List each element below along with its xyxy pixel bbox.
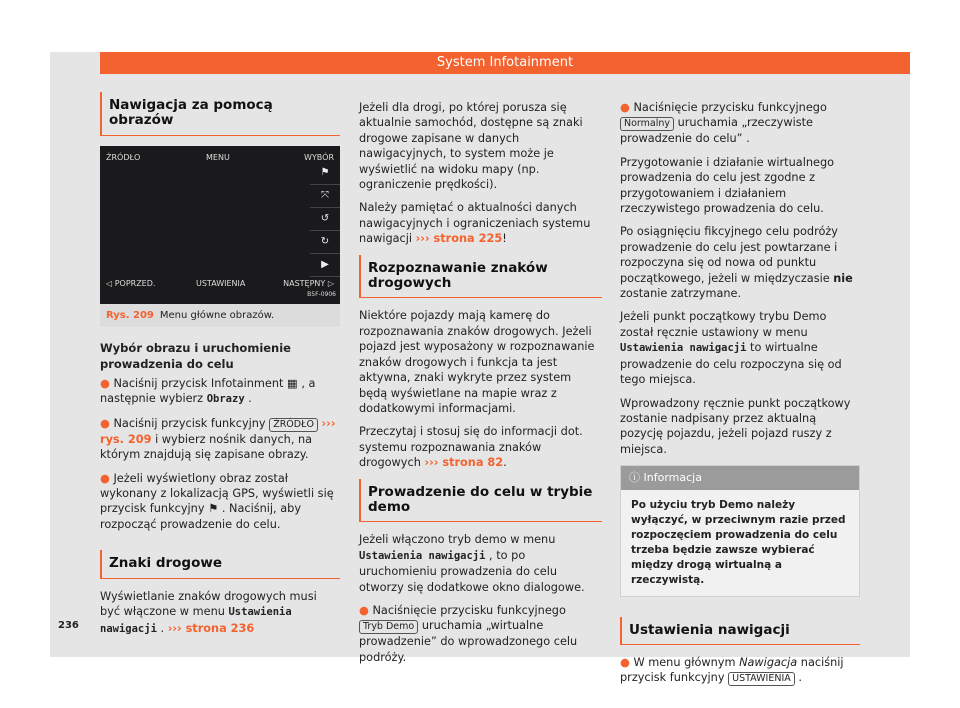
step-1: ● Naciśnij przycisk Infotainment ▦ , a następnie wybierz Obrazy . [100, 377, 316, 406]
column-3 [620, 100, 860, 694]
settings-button: USTAWIENIA [728, 672, 795, 686]
heading-image-navigation: Nawigacja za pomocą obrazów [100, 92, 340, 136]
heading-road-signs: Znaki drogowe [100, 550, 340, 578]
heading-nav-settings: Ustawienia nawigacji [620, 617, 860, 645]
heading-sign-recognition: Rozpoznawanie znaków drogowych [359, 255, 602, 299]
screen-select-label: WYBÓR [304, 152, 334, 162]
para-settings: ● W menu głównym Nawigacja naciśnij przycisk funkcyjny USTAWIENIA . [620, 655, 844, 685]
heading-demo-mode: Prowadzenie do celu w trybie demo [359, 479, 602, 523]
info-body: Po użyciu tryb Demo należy wyłączyć, w przeciwnym razie przed rozpoczęciem prowadzenia do celu trzeba będzie zawsze wybierać między drogą wirtualną a rzeczywistą. [631, 498, 846, 586]
screen-next-label: NASTĘPNY ▷ [283, 279, 334, 289]
column-1 [100, 92, 340, 645]
para-virtual-same: Przygotowanie i działanie wirtualnego prowadzenia do celu jest zgodne z przygotowaniem i działaniem rzeczywistego prowadzenia do celu. [620, 155, 835, 216]
info-box [620, 465, 860, 596]
subheading: Wybór obrazu i uruchomienie prowadzenia do celu [100, 341, 291, 371]
para-data-currency: Należy pamiętać o aktualności danych nawigacyjnych i ograniczeniach systemu nawigacji ››› strona 225! [359, 201, 591, 246]
screen-side-buttons [310, 162, 340, 288]
step-3: ● Jeżeli wyświetlony obraz został wykonany z lokalizacją GPS, wyświetli się przycisk funkcyjny ⚑ . Naciśnij, aby rozpocząć prowadzenie do celu. [100, 471, 334, 531]
play-icon: ▶ [310, 254, 340, 277]
rotate-right-icon: ↻ [310, 231, 340, 254]
para-repeat: Po osiągnięciu fikcyjnego celu podróży prowadzenie do celu jest powtarzane i rozpoczyna się od nowa od punktu początkowego, jeżeli w międzyczasie nie zostanie zatrzymane. [620, 225, 853, 301]
info-icon: ⓘ [629, 471, 640, 485]
demo-mode-button: Tryb Demo [359, 620, 418, 634]
column-2 [359, 100, 602, 673]
para-map-signs: Jeżeli dla drogi, po której porusza się aktualnie samochód, dostępne są znaki drogowe zapisane w danych nawigacyjnych, to system może je wyświetlić na widoku mapy (np. ograniczenie prędkości). [359, 101, 583, 192]
info-header: ⓘ Informacja [621, 466, 859, 489]
step-2: ● Naciśnij przycisk funkcyjny ŹRÓDŁO ››› rys. 209 i wybierz nośnik danych, na którym znajdują się zapisane obrazy. [100, 416, 336, 462]
figure-code: B5F-0906 [307, 291, 336, 299]
para-overwrite: Wprowadzony ręcznie punkt początkowy zostanie nadpisany przez aktualną pozycję pojazdu, jeżeli pojazd ruszy z miejsca. [620, 396, 851, 456]
rotate-left-icon: ↺ [310, 208, 340, 231]
figure-caption: Rys. 209 Menu główne obrazów. [100, 304, 340, 327]
page-number: 236 [58, 620, 79, 631]
manual-page [50, 52, 910, 685]
normal-button: Normalny [620, 117, 674, 131]
para-read-info: Przeczytaj i stosuj się do informacji dot. systemu rozpoznawania znaków drogowych ››› strona 82. [359, 425, 583, 470]
para-start-point: Jeżeli punkt początkowy trybu Demo został ręcznie ustawiony w menu Ustawienia nawigacji to wirtualne prowadzenie do celu rozpoczyna się od tego miejsca. [620, 310, 842, 387]
source-button: ŹRÓDŁO [269, 418, 318, 432]
infotainment-screen-figure [100, 146, 340, 304]
screen-settings-label: USTAWIENIA [196, 279, 246, 289]
para-demo-button: ● Naciśnięcie przycisku funkcyjnego Tryb Demo uruchamia „wirtualne prowadzenie” do wprowadzonego celu podróży. [359, 603, 578, 664]
section-header: System Infotainment [100, 52, 910, 74]
figure-ref: Rys. 209 [106, 309, 154, 321]
para-camera: Niektóre pojazdy mają kamerę do rozpoznawania znaków drogowych. Jeżeli pojazd jest wyposażony w rozpoznawanie znaków drogowych i funkcja ta jest aktywna, znaki wykryte przez system będą wyświetlane na mapie wraz z dodatkowymi informacjami. [359, 309, 595, 415]
screen-menu-label: MENU [206, 152, 230, 162]
screen-prev-label: ◁ POPRZED. [106, 279, 156, 289]
para-normal-button: ● Naciśnięcie przycisku funkcyjnego Normalny uruchamia „rzeczywiste prowadzenie do celu” . [620, 101, 827, 146]
fullscreen-icon: ⤧ [310, 185, 340, 208]
para-demo-enabled: Jeżeli włączono tryb demo w menu Ustawienia nawigacji , to po uruchomieniu prowadzenia do celu otworzy się dodatkowe okno dialogowe. [359, 533, 585, 594]
road-signs-text: Wyświetlanie znaków drogowych musi być włączone w menu Ustawienia nawigacji . ››› strona 236 [100, 589, 317, 635]
screen-source-label: ŹRÓDŁO [106, 152, 141, 162]
flag-icon: ⚑ [310, 162, 340, 185]
